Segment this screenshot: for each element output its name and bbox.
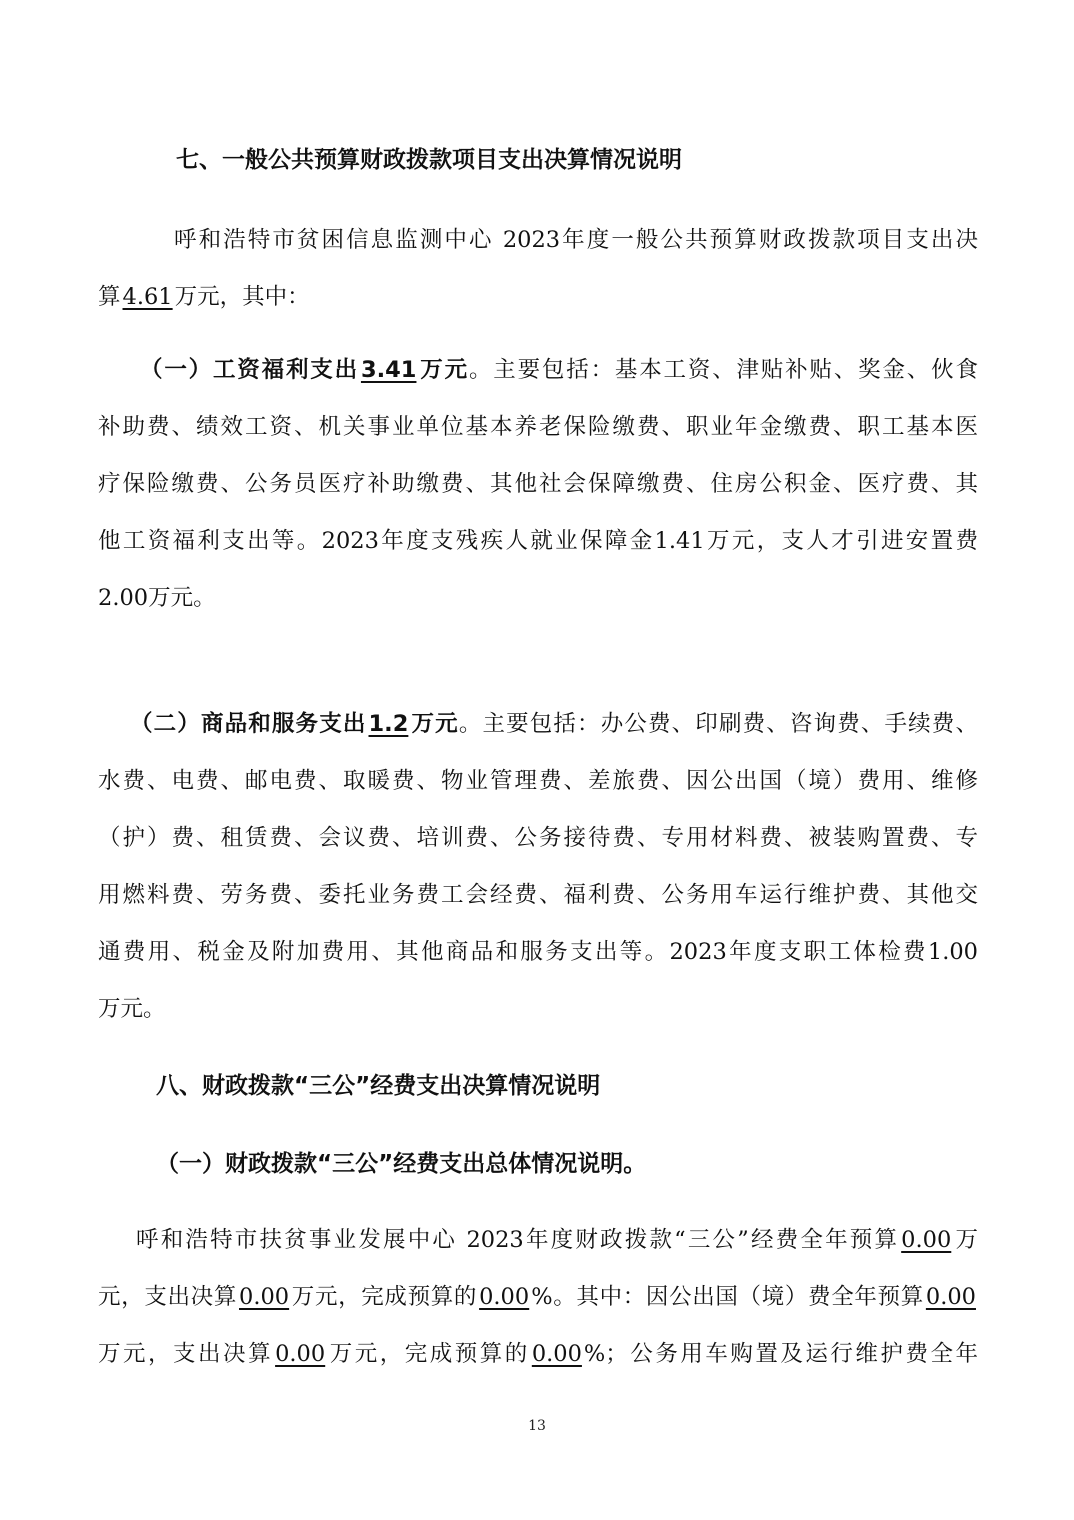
intro-line-2: 算4.61万元，其中： [98, 284, 310, 310]
overseas-completion-percent: 0.00 [531, 1341, 582, 1367]
item-1-line-3: 疗保险缴费、公务员医疗补助缴费、其他社会保障缴费、住房公积金、医疗费、其 [98, 471, 978, 497]
three-public-line-3: 万元，支出决算0.00万元，完成预算的0.00%；公务用车购置及运行维护费全年 [98, 1341, 978, 1367]
section-8-subheading: （一）财政拨款“三公”经费支出总体情况说明。 [156, 1151, 647, 1177]
annual-budget-amount: 0.00 [901, 1227, 952, 1253]
item-2-line-3: （护）费、租赁费、会议费、培训费、公务接待费、专用材料费、被装购置费、专 [98, 825, 978, 851]
item-2-label: （二）商品和服务支出 [130, 711, 367, 737]
item-1-line-5: 2.00万元。 [98, 585, 216, 611]
item-2-line-4: 用燃料费、劳务费、委托业务费工会经费、福利费、公务用车运行维护费、其他交 [98, 882, 978, 908]
intro-line-1: 呼和浩特市贫困信息监测中心 2023年度一般公共预算财政拨款项目支出决 [174, 227, 978, 253]
item-1-label: （一）工资福利支出 [140, 357, 359, 383]
item-2-goods-services-paragraph [98, 696, 978, 1038]
overseas-budget-amount: 0.00 [925, 1284, 976, 1310]
item-2-line-6: 万元。 [98, 996, 166, 1022]
section-7-heading: 七、一般公共预算财政拨款项目支出决算情况说明 [176, 147, 682, 173]
three-public-line-1: 呼和浩特市扶贫事业发展中心 2023年度财政拨款“三公”经费全年预算0.00万 [136, 1227, 978, 1253]
item-1-line-2: 补助费、绩效工资、机关事业单位基本养老保险缴费、职业年金缴费、职工基本医 [98, 414, 978, 440]
intro-total-amount: 4.61 [122, 284, 173, 310]
item-1-line-4: 他工资福利支出等。2023年度支残疾人就业保障金1.41万元，支人才引进安置费 [98, 528, 978, 554]
section-7-intro [98, 212, 978, 326]
item-2-line-2: 水费、电费、邮电费、取暖费、物业管理费、差旅费、因公出国（境）费用、维修 [98, 768, 978, 794]
completion-percent: 0.00 [479, 1284, 530, 1310]
item-2-amount: 1.2 [368, 711, 409, 737]
item-2-line-1: （二）商品和服务支出1.2万元。主要包括：办公费、印刷费、咨询费、手续费、 [130, 711, 978, 737]
three-public-expenses-paragraph [98, 1212, 978, 1383]
overseas-final-amount: 0.00 [275, 1341, 326, 1367]
item-1-wages-paragraph [98, 342, 978, 627]
page-number: 13 [528, 1418, 546, 1434]
item-1-amount: 3.41 [360, 357, 417, 383]
item-2-line-5: 通费用、税金及附加费用、其他商品和服务支出等。2023年度支职工体检费1.00 [98, 939, 978, 965]
final-accounts-amount: 0.00 [239, 1284, 290, 1310]
section-8-heading: 八、财政拨款“三公”经费支出决算情况说明 [156, 1073, 601, 1099]
item-1-line-1: （一）工资福利支出3.41万元。主要包括：基本工资、津贴补贴、奖金、伙食 [140, 357, 978, 383]
three-public-line-2: 元，支出决算0.00万元，完成预算的0.00%。其中：因公出国（境）费全年预算0.00 [98, 1284, 976, 1310]
